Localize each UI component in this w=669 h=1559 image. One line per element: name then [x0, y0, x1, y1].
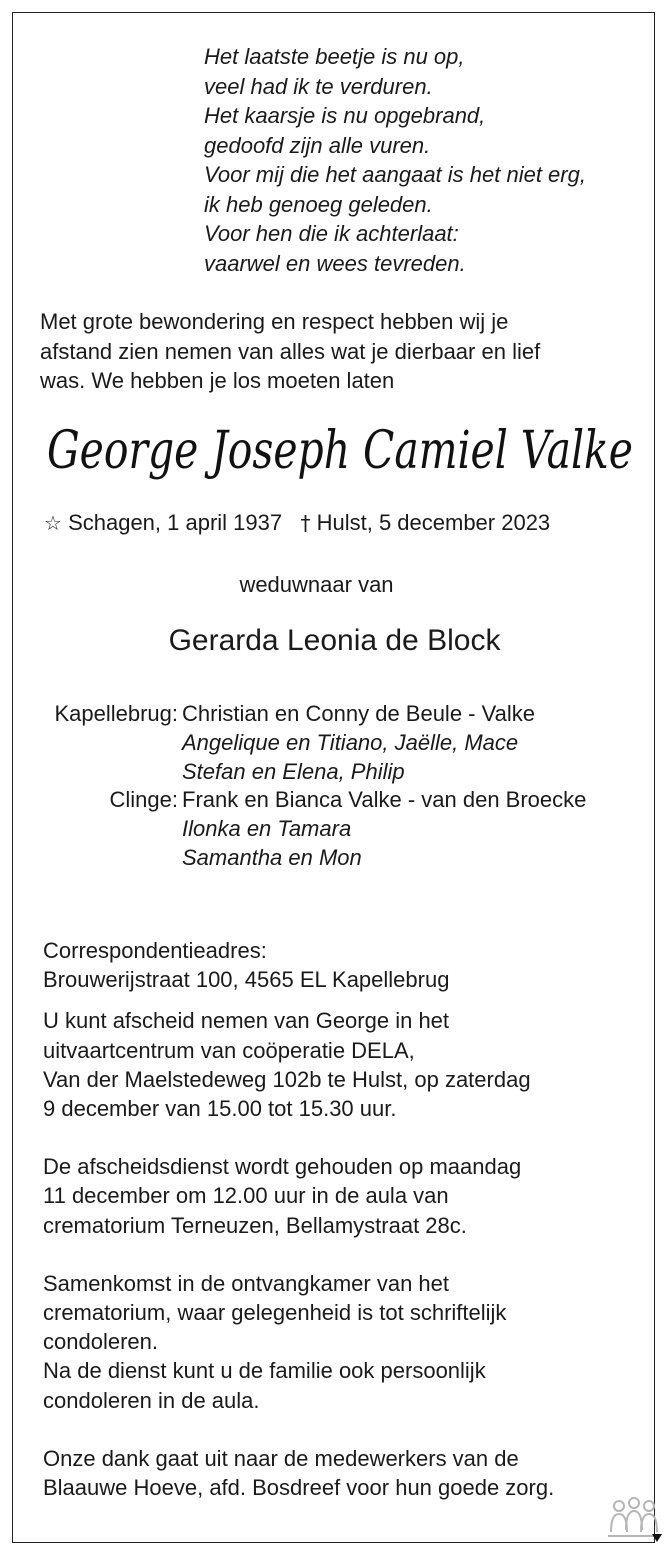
- intro-text: [40, 307, 540, 396]
- family-sub: Angelique en Titiano, Jaëlle, Mace: [182, 729, 519, 755]
- birth-info: Schagen, 1 april 1937: [68, 510, 283, 535]
- poem-line: vaarwel en wees tevreden.: [204, 250, 466, 276]
- farewell-info: U kunt afscheid nemen van George in het uitvaartcentrum van coöperatie DELA, Van der Maelstedeweg 102b te Hulst, op zaterdag 9 december van 15.00 tot 15.30 uur.: [43, 1008, 531, 1122]
- death-info: Hulst, 5 december 2023: [316, 510, 551, 535]
- family-main: Frank en Bianca Valke - van den Broecke: [182, 787, 587, 813]
- family-list: [34, 700, 586, 873]
- poem-line: Voor hen die ik achterlaat:: [204, 221, 459, 246]
- cross-icon: †: [300, 511, 311, 535]
- intro-line: afstand zien nemen van alles wat je dierbaar en lief: [40, 338, 541, 364]
- thanks-info: Onze dank gaat uit naar de medewerkers van de Blaauwe Hoeve, afd. Bosdreef voor hun goede zorg.: [43, 1445, 555, 1501]
- deceased-name-signature: [40, 402, 640, 492]
- intro-line: Met grote bewondering en respect hebben wij je: [40, 309, 509, 334]
- family-place: Clinge:: [109, 787, 178, 813]
- family-group: [34, 700, 586, 786]
- widow-label: weduwnaar van: [239, 572, 394, 597]
- poem-line: Het laatste beetje is nu op,: [204, 44, 465, 69]
- family-main: Christian en Conny de Beule - Valke: [182, 701, 536, 726]
- triangle-down-icon[interactable]: [652, 1534, 662, 1542]
- family-group: [34, 786, 586, 872]
- star-icon: ☆: [44, 511, 62, 535]
- poem: [204, 42, 586, 278]
- spouse-name: Gerarda Leonia de Block: [168, 624, 501, 657]
- intro-line: was. We hebben je los moeten laten: [40, 368, 395, 393]
- poem-line: ik heb genoeg geleden.: [204, 191, 433, 217]
- family-sub: Samantha en Mon: [182, 844, 362, 870]
- correspondence: Correspondentieadres: Brouwerijstraat 100, 4565 EL Kapellebrug: [43, 938, 450, 993]
- family-sub: Ilonka en Tamara: [182, 816, 352, 842]
- gathering-info: Samenkomst in de ontvangkamer van het crematorium, waar gelegenheid is tot schriftelijk condoleren. Na de dienst kunt u de familie ook persoonlijk condoleren in de aula.: [43, 1270, 507, 1413]
- funeral-details: [43, 936, 554, 1531]
- deceased-name: George Joseph Camiel Valke: [47, 421, 633, 481]
- poem-line: gedoofd zijn alle vuren.: [204, 132, 431, 158]
- poem-line: Voor mij die het aangaat is het niet erg,: [204, 162, 586, 187]
- family-sub: Stefan en Elena, Philip: [182, 758, 405, 784]
- family-place: Kapellebrug:: [54, 701, 178, 726]
- service-info: De afscheidsdienst wordt gehouden op maandag 11 december om 12.00 uur in de aula van crematorium Terneuzen, Bellamystraat 28c.: [43, 1154, 522, 1238]
- people-group-icon: [604, 1496, 664, 1548]
- life-dates: [44, 510, 550, 536]
- poem-line: veel had ik te verduren.: [204, 73, 433, 99]
- poem-line: Het kaarsje is nu opgebrand,: [204, 103, 486, 128]
